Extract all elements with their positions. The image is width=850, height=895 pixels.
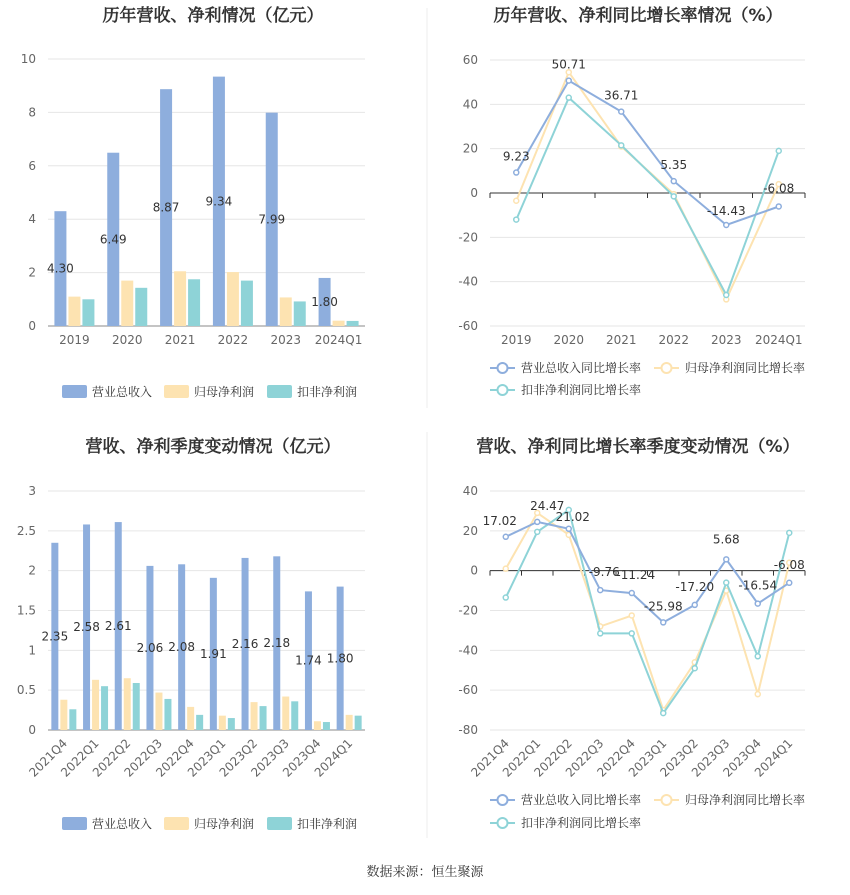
annual-growth-legend-label: 归母净利润同比增长率 (685, 361, 806, 375)
annual-bar-ytick-label: 0 (28, 319, 36, 333)
quarter-growth-ytick-label: 40 (462, 484, 478, 498)
quarter-bar-legend-label: 扣非净利润 (297, 817, 358, 831)
quarter-bar-xtick-label: 2022Q3 (121, 736, 166, 780)
quarter-growth-point (755, 654, 760, 659)
quarter-bar-ytick-label: 1.5 (16, 603, 36, 618)
quarter-growth-data-label: -25.98 (643, 599, 683, 614)
quarter-bar-xtick-label: 2022Q1 (58, 736, 102, 780)
annual-growth-point (566, 95, 571, 100)
annual-growth-data-label: -6.08 (763, 181, 795, 196)
annual-bar-xtick-label: 2019 (59, 333, 90, 347)
annual-growth-point (776, 204, 781, 209)
annual-bar-xtick-label: 2023 (270, 333, 302, 347)
annual-growth-title: 历年营收、净利同比增长率情况（%） (493, 6, 783, 26)
quarter-bar-bar (314, 721, 321, 730)
annual-growth-point (724, 292, 729, 297)
annual-growth-xtick-label: 2020 (553, 333, 585, 347)
quarter-bar-data-label: 1.74 (295, 653, 322, 668)
quarter-bar-bar (219, 716, 226, 730)
quarter-growth-legend-marker (498, 818, 508, 828)
annual-growth-data-label: 50.71 (551, 57, 586, 72)
quarter-growth-point (598, 631, 603, 636)
annual-growth-point (724, 222, 729, 227)
quarter-growth-ytick-label: -20 (458, 603, 478, 618)
quarter-growth-data-label: -6.08 (773, 557, 805, 572)
quarter-bar-ytick-label: 1 (28, 643, 36, 658)
annual-growth-series-line (516, 72, 779, 299)
annual-bar-legend-label: 营业总收入 (92, 385, 153, 399)
quarter-growth-data-label: -11.24 (616, 568, 656, 583)
annual-bar-ytick-label: 6 (28, 158, 36, 173)
quarter-bar-legend-swatch (267, 817, 292, 830)
quarter-bar-bar (228, 718, 235, 730)
quarter-growth-ytick-label: -60 (458, 683, 478, 698)
quarter-growth-xtick-label: 2023Q1 (625, 736, 670, 780)
quarter-bar-bar (260, 706, 267, 730)
annual-bar-bar (188, 279, 200, 326)
quarter-growth-point (724, 580, 729, 585)
annual-bar-data-label: 6.49 (99, 232, 127, 247)
annual-bar-ytick-label: 4 (28, 212, 36, 227)
quarter-growth-xtick-label: 2022Q1 (499, 736, 544, 780)
annual-growth-point (514, 170, 519, 175)
annual-growth-point (776, 148, 781, 153)
annual-growth-data-label: -14.43 (706, 203, 746, 218)
annual-bar-bar (68, 297, 80, 326)
quarter-growth-point (692, 602, 697, 607)
quarter-bar-data-label: 2.58 (73, 620, 100, 635)
annual-growth-point (514, 198, 519, 203)
quarter-growth-xtick-label: 2022Q3 (562, 736, 607, 780)
annual-bar-legend-swatch (267, 385, 292, 398)
annual-bar-legend-swatch (164, 385, 189, 398)
annual-growth-ytick-label: 60 (462, 53, 478, 67)
quarter-growth-legend-marker (498, 795, 508, 805)
annual-growth-ytick-label: -40 (458, 274, 478, 289)
quarter-bar-bar (155, 693, 162, 730)
quarter-growth-data-label: 21.02 (555, 509, 590, 524)
quarter-bar-legend-label: 归母净利润 (194, 817, 255, 831)
quarter-growth-point (566, 526, 571, 531)
annual-bar-data-label: 1.80 (311, 294, 338, 309)
annual-bar-data-label: 9.34 (205, 194, 233, 209)
annual-growth-data-label: 9.23 (502, 149, 530, 164)
quarter-bar-data-label: 2.35 (41, 629, 69, 644)
quarter-growth-xtick-label: 2022Q2 (531, 736, 575, 780)
annual-bar-bar (121, 281, 133, 326)
quarter-growth-point (503, 595, 508, 600)
quarter-bar-bar (355, 716, 362, 730)
quarter-growth-point (535, 529, 540, 534)
quarter-bar-bar (323, 722, 330, 730)
quarter-growth-xtick-label: 2023Q3 (688, 736, 733, 780)
annual-bar-bar (280, 297, 292, 326)
quarter-bar-xtick-label: 2021Q4 (26, 736, 70, 780)
quarter-bar-xtick-label: 2023Q1 (184, 736, 229, 780)
quarter-bar-bar (92, 680, 99, 730)
quarter-growth-legend-label: 归母净利润同比增长率 (685, 793, 806, 807)
quarter-growth-ytick-label: -80 (458, 723, 478, 737)
quarter-bar-data-label: 2.16 (231, 636, 259, 651)
annual-growth-ytick-label: 40 (462, 97, 478, 112)
annual-growth-ytick-label: 20 (462, 141, 478, 156)
quarter-growth-point (661, 620, 666, 625)
quarter-growth-point (535, 519, 540, 524)
quarter-growth-xtick-label: 2023Q4 (720, 736, 764, 780)
quarter-growth-data-label: -16.54 (738, 578, 778, 593)
annual-growth-xtick-label: 2024Q1 (754, 333, 803, 347)
annual-growth-point (514, 217, 519, 222)
annual-bar-ytick-label: 8 (28, 105, 36, 120)
annual-growth-ytick-label: -20 (458, 230, 478, 245)
annual-bar-xtick-label: 2020 (111, 333, 143, 347)
quarter-growth-legend-label: 扣非净利润同比增长率 (521, 816, 642, 830)
quarter-growth-point (629, 613, 634, 618)
quarter-bar-ytick-label: 0.5 (16, 683, 36, 698)
data-source: 数据来源：恒生聚源 (366, 865, 484, 880)
quarter-bar-data-label: 2.06 (136, 640, 164, 655)
quarter-growth-point (629, 631, 634, 636)
annual-bar-data-label: 8.87 (152, 200, 180, 215)
quarter-bar-legend-swatch (62, 817, 87, 830)
annual-growth-data-label: 5.35 (660, 158, 688, 173)
annual-growth-legend-marker (498, 385, 508, 395)
quarter-growth-point (598, 588, 603, 593)
quarter-growth-legend-label: 营业总收入同比增长率 (521, 793, 642, 807)
annual-growth-ytick-label: -60 (458, 319, 478, 333)
quarter-bar-bar (60, 700, 67, 730)
annual-growth-xtick-label: 2021 (605, 333, 637, 347)
annual-bar-bar (347, 321, 359, 326)
quarter-growth-point (503, 566, 508, 571)
annual-bar-bar (227, 272, 239, 326)
annual-bar-legend-label: 扣非净利润 (297, 385, 358, 399)
quarter-bar-legend-swatch (164, 817, 189, 830)
quarter-bar-xtick-label: 2024Q1 (311, 736, 356, 780)
quarter-growth-point (755, 601, 760, 606)
quarter-bar-title: 营收、净利季度变动情况（亿元） (85, 437, 341, 457)
quarter-growth-xtick-label: 2023Q2 (657, 736, 701, 780)
quarter-bar-ytick-label: 2.5 (16, 523, 36, 538)
quarter-growth-data-label: 5.68 (712, 532, 740, 547)
annual-bar-bar (241, 281, 253, 326)
quarter-bar-data-label: 1.91 (199, 646, 227, 661)
annual-bar-legend-swatch (62, 385, 87, 398)
quarter-bar-data-label: 1.80 (326, 651, 354, 666)
annual-growth-legend-marker (498, 363, 508, 373)
annual-growth-xtick-label: 2022 (658, 333, 690, 347)
quarter-growth-point (787, 530, 792, 535)
annual-bar-xtick-label: 2021 (164, 333, 196, 347)
annual-bar-legend-label: 归母净利润 (194, 385, 255, 399)
quarter-bar-xtick-label: 2022Q2 (89, 736, 134, 780)
annual-bar-bar (333, 321, 345, 326)
quarter-growth-xtick-label: 2022Q4 (594, 736, 638, 780)
annual-growth-xtick-label: 2019 (500, 333, 532, 347)
quarter-bar-bar (124, 678, 131, 730)
quarter-bar-ytick-label: 0 (28, 723, 36, 737)
quarter-bar-bar (251, 702, 258, 730)
annual-bar-data-label: 4.30 (47, 261, 74, 276)
quarter-growth-ytick-label: -40 (458, 643, 478, 658)
annual-growth-point (619, 143, 624, 148)
annual-growth-xtick-label: 2023 (710, 333, 742, 347)
quarter-growth-ytick-label: 20 (462, 523, 478, 538)
quarter-bar-bar (164, 699, 171, 730)
annual-growth-point (566, 78, 571, 83)
quarter-growth-point (724, 557, 729, 562)
quarter-growth-legend-marker (662, 795, 672, 805)
quarter-bar-data-label: 2.61 (104, 619, 132, 634)
quarter-growth-point (787, 580, 792, 585)
quarter-bar-data-label: 2.18 (263, 636, 291, 651)
quarter-growth-point (629, 591, 634, 596)
annual-bar-bar (294, 301, 306, 326)
quarter-bar-bar (133, 683, 140, 730)
annual-growth-point (619, 109, 624, 114)
quarter-bar-ytick-label: 3 (28, 484, 36, 498)
quarter-bar-bar (101, 686, 108, 730)
annual-bar-bar (174, 271, 186, 326)
annual-growth-legend-label: 营业总收入同比增长率 (521, 361, 642, 375)
annual-bar-xtick-label: 2022 (217, 333, 249, 347)
annual-bar-title: 历年营收、净利情况（亿元） (102, 6, 324, 26)
quarter-bar-bar (69, 709, 76, 730)
quarter-growth-xtick-label: 2024Q1 (751, 736, 796, 780)
quarter-growth-title: 营收、净利同比增长率季度变动情况（%） (476, 437, 800, 457)
annual-bar-bar (135, 288, 147, 326)
quarter-bar-data-label: 2.08 (168, 640, 196, 655)
quarter-bar-bar (187, 707, 194, 730)
quarter-growth-point (692, 666, 697, 671)
quarter-bar-xtick-label: 2023Q2 (216, 736, 261, 780)
quarter-bar-xtick-label: 2023Q3 (248, 736, 292, 780)
quarter-growth-data-label: 17.02 (482, 513, 517, 528)
quarter-growth-point (661, 711, 666, 716)
quarter-growth-point (755, 692, 760, 697)
annual-growth-data-label: 36.71 (604, 88, 639, 103)
quarter-bar-ytick-label: 2 (28, 563, 36, 578)
annual-growth-ytick-label: 0 (470, 186, 478, 200)
quarter-growth-data-label: -17.20 (675, 579, 715, 594)
quarter-bar-bar (291, 701, 298, 730)
quarter-growth-data-label: -9.76 (588, 565, 620, 580)
annual-growth-point (671, 194, 676, 199)
annual-bar-ytick-label: 10 (20, 52, 36, 66)
annual-growth-legend-marker (662, 363, 672, 373)
quarter-growth-ytick-label: 0 (470, 563, 478, 578)
quarter-growth-point (503, 534, 508, 539)
quarter-bar-bar (346, 715, 353, 730)
quarter-growth-xtick-label: 2021Q4 (468, 736, 512, 780)
quarter-bar-bar (196, 715, 203, 730)
quarter-bar-xtick-label: 2022Q4 (153, 736, 197, 780)
annual-bar-xtick-label: 2024Q1 (314, 333, 363, 347)
annual-bar-ytick-label: 2 (28, 265, 36, 280)
quarter-bar-legend-label: 营业总收入 (92, 817, 153, 831)
quarter-bar-xtick-label: 2023Q4 (279, 736, 324, 780)
quarter-growth-data-label: 24.47 (530, 498, 565, 513)
annual-growth-legend-label: 扣非净利润同比增长率 (521, 383, 642, 397)
quarter-bar-bar (282, 697, 289, 730)
annual-bar-bar (82, 299, 94, 326)
annual-growth-point (671, 179, 676, 184)
annual-bar-data-label: 7.99 (258, 212, 286, 227)
